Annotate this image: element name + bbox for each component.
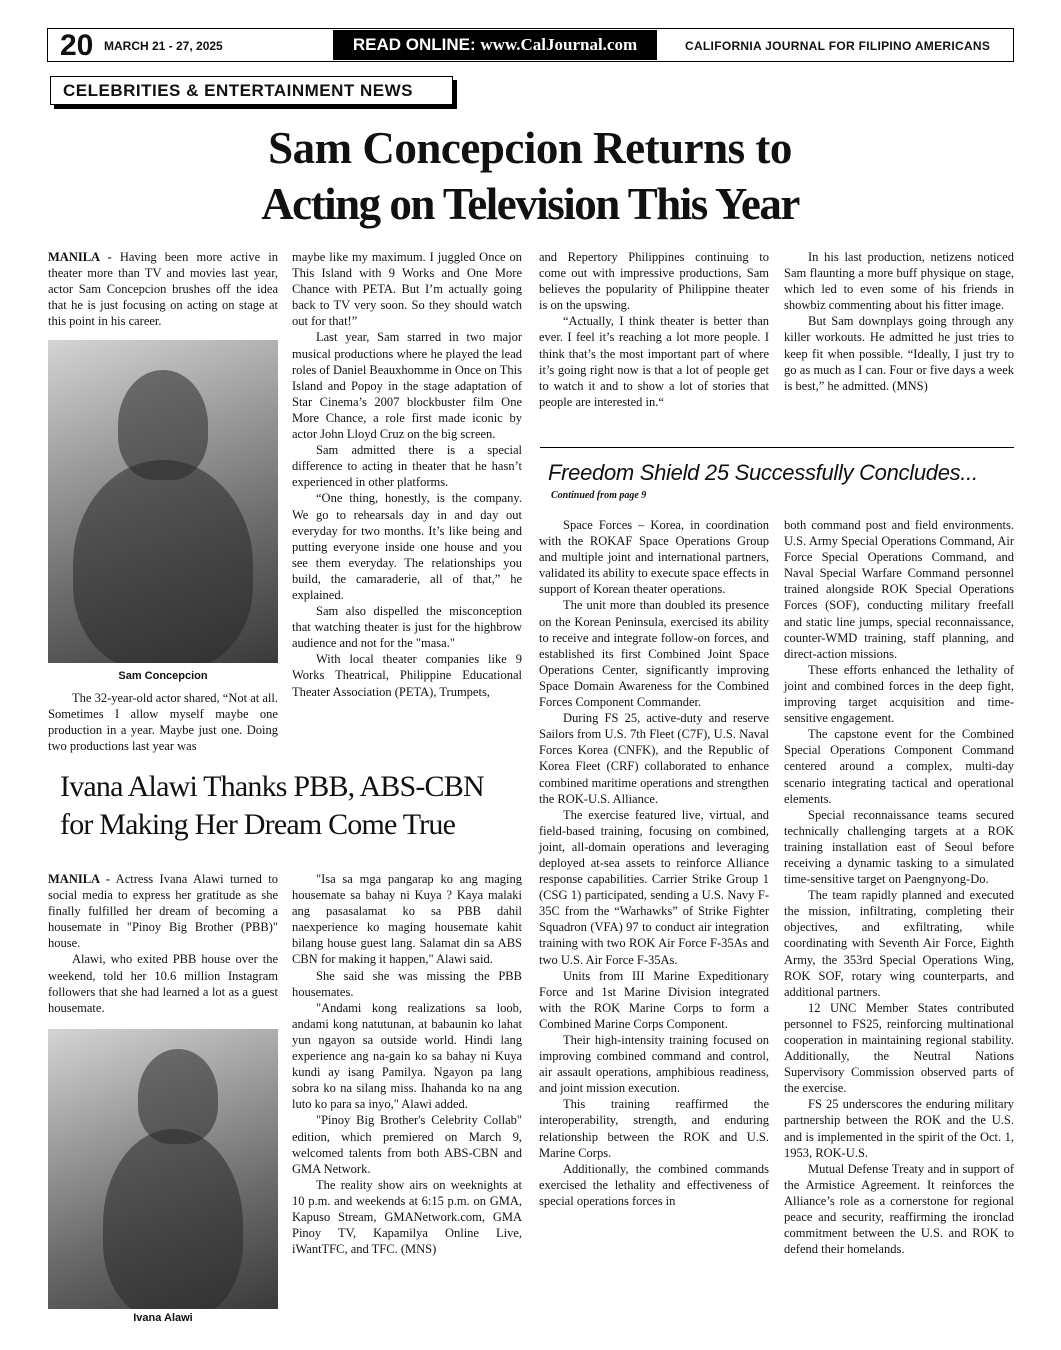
article3-p5: Units from III Marine Expeditionary Force and 1st Marine Division integrated with the ROK Marine Corps to form a Combined Marine Corps Component. <box>539 968 769 1031</box>
article1-p5: “One thing, honestly, is the company. We go to rehearsals day in and day out everyday for two months. It’s like being and putting everyone inside one house and you see them everyday. The relationships you build, the camaraderie, all of that,” he explained. <box>292 491 522 602</box>
read-online-url[interactable]: www.CalJournal.com <box>480 35 638 54</box>
article1-dateline: MANILA - <box>48 250 112 264</box>
article1-col4 <box>784 249 1014 394</box>
article1-headline-line1: Sam Concepcion Returns to <box>268 123 792 173</box>
article1-p9: In his last production, netizens noticed Sam flaunting a more buff physique on stage, which led to even some of his friends in showbiz commenting about his fitter image. <box>784 250 1014 313</box>
read-online-banner[interactable] <box>333 30 657 60</box>
ivana-alawi-photo <box>48 1029 278 1309</box>
article3-divider <box>540 447 1014 448</box>
article3-p12: The team rapidly planned and executed the mission, infiltrating, completing their objectives, and exfiltrating, while coordinating with Seventh Air Force, Eighth Army, the 353rd Special Operations Wing, ROK SOF, rotary wing counterparts, and additional partners. <box>784 888 1014 999</box>
article1-p4: Sam admitted there is a special difference to acting in theater that he hasn’t experienced in other platforms. <box>292 443 522 490</box>
article3-p2: The unit more than doubled its presence on the Korean Peninsula, exercised its ability to receive and integrate follow-on forces, and established its first Combined Joint Space Operations Center, significantly improving Space Domain Awareness for the Combined Forces Component Commander. <box>539 598 769 710</box>
section-label: CELEBRITIES & ENTERTAINMENT NEWS <box>50 76 453 105</box>
article1-p2-start: The 32-year-old actor shared, “Not at all. Sometimes I allow myself maybe one production in a year. Maybe just one. Doing two productions last year was <box>48 691 278 754</box>
article3-continued[interactable]: Continued from page 9 <box>551 490 647 501</box>
article3-col2 <box>784 517 1014 1257</box>
article3-p6: Their high-intensity training focused on improving combined command and control, air assault operations, amphibious readiness, and joint mission execution. <box>539 1033 769 1096</box>
article3-p8-start: Additionally, the combined commands exercised the lethality and effectiveness of special operations forces in <box>539 1161 769 1208</box>
ivana-photo-caption: Ivana Alawi <box>133 1312 193 1324</box>
article1-headline <box>60 120 1000 232</box>
article3-headline: Freedom Shield 25 Successfully Concludes... <box>548 460 978 485</box>
article3-p9: These efforts enhanced the lethality of joint and combined forces in the deep fight, improving target acquisition and time-sensitive engagement. <box>784 662 1014 726</box>
article1-p7-end: and Repertory Philippines continuing to come out with impressive productions, Sam believes the popularity of Philippine theater is on the upswing. <box>539 250 769 313</box>
read-online-label: READ ONLINE: <box>352 35 476 54</box>
article1-p3: Last year, Sam starred in two major musical productions where he played the lead roles of Daniel Beauxhomme in Once on This Island and Popoy in the stage adaptation of Star Cinema’s 2007 blockbuster film One More Chance, a role first made iconic by actor John Lloyd Cruz on the big screen. <box>292 330 522 442</box>
article1-p2-end: maybe like my maximum. I juggled Once on This Island with 9 Works and One More Chance with PETA. But I’m actually going back to TV very soon. So they should watch out for that!” <box>292 250 522 329</box>
article2-p6: "Pinoy Big Brother's Celebrity Collab" edition, which premiered on March 9, welcomed talents from both ABS-CBN and GMA Network. <box>292 1113 522 1176</box>
article2-p1: Actress Ivana Alawi turned to social media to express her gratitude as she finally fulfilled her dream of becoming a housemate in "Pinoy Big Brother (PBB)" house. <box>48 872 279 951</box>
article2-p4: She said she was missing the PBB housemates. <box>292 968 522 999</box>
article1-headline-line2: Acting on Television This Year <box>261 179 799 229</box>
article2-dateline: MANILA - <box>48 872 110 886</box>
article2-p3: "Isa sa mga pangarap ko ang maging housemate sa bahay ni Kuya ? Kaya malaki ang pasasalamat ko sa PBB dahil naexperience ko maging housemate kahit bilang house guest lang. Salamat din sa ABS CBN for making it happen," Alawi said. <box>292 872 522 967</box>
article2-p2: Alawi, who exited PBB house over the weekend, told her 10.6 million Instagram followers that she had learned a lot as a guest housemate. <box>48 952 278 1015</box>
article3-p1: Space Forces – Korea, in coordination with the ROKAF Space Operations Group and multiple joint and international partners, validated its ability to execute space effects in support of Korean theater operations. <box>539 518 769 597</box>
article1-p6: Sam also dispelled the misconception that watching theater is just for the highbrow audience and not for the "masa." <box>292 604 522 651</box>
article3-p14: FS 25 underscores the enduring military partnership between the ROK and the U.S. and is implemented in the spirit of the Oct. 1, 1953, ROK-U.S. <box>784 1097 1014 1160</box>
article2-p5: "Andami kong realizations sa loob, andami kong natutunan, at babaunin ko lahat yun ngayon sa outside world. Hindi lang experience ang na-gain ko sa bahay ni Kuya kundi ay isang Pamilya. Ngayon pa lang sobra ko na silang miss. Ihahanda ko na ang luto ko para sa inyo," Alawi added. <box>292 1000 522 1112</box>
sam-concepcion-photo <box>48 340 278 663</box>
article1-p1: Having been more active in theater more than TV and movies last year, actor Sam Concepcion brushes off the idea that he is just focusing on acting on stage at this point in his career. <box>48 250 278 329</box>
article3-p7: This training reaffirmed the interoperability, strength, and enduring relationship between the ROK and U.S. Marine Corps. <box>539 1097 769 1160</box>
article3-col1 <box>539 517 769 1209</box>
masthead-bar <box>47 28 1014 62</box>
article3-p3: During FS 25, active-duty and reserve Sailors from U.S. 7th Fleet (C7F), U.S. Naval Forces Korea (CNFK), and the Republic of Korea Fleet (CRF) collaborated to enhance combined maritime operations and strengthen the ROK-U.S. Alliance. <box>539 711 769 806</box>
article2-col2 <box>292 871 522 1257</box>
article3-p10: The capstone event for the Combined Special Operations Component Command centered around a complex, multi-day scenario integrating tactical and operational elements. <box>784 727 1014 806</box>
article3-p11: Special reconnaissance teams secured technically challenging targets at a ROK training installation east of Seoul before receiving a dynamic tasking to a simulated time-sensitive target on Paengnyong-Do. <box>784 807 1014 887</box>
article3-p15: Mutual Defense Treaty and in support of the Armistice Agreement. It reinforces the Alliance’s role as a cornerstone for regional peace and security, reaffirming the ironclad commitment between the U.S. and ROK to defend their homelands. <box>784 1161 1014 1257</box>
article2-col1 <box>48 871 278 1016</box>
article1-p7-start: With local theater companies like 9 Works Theatrical, Philippine Educational Theater Association (PETA), Trumpets, <box>292 652 522 699</box>
publication-name: CALIFORNIA JOURNAL FOR FILIPINO AMERICANS <box>685 39 991 53</box>
article1-col2 <box>292 249 522 700</box>
issue-date: MARCH 21 - 27, 2025 <box>104 39 223 53</box>
sam-photo-caption: Sam Concepcion <box>118 670 208 682</box>
article1-col1-cont <box>48 690 278 754</box>
article3-p4: The exercise featured live, virtual, and field-based training, focusing on combined, joint, all-domain operations and leveraging deployed at-sea assets to reinforce Alliance response capabilities. Carrier Strike Group 1 (CSG 1) participated, sending a U.S. Navy F-35C from the “Warhawks” of Strike Fighter Squadron (VFA) 97 to conduct air integration training with two ROK Air Force F-35As and two U.S. Air Force F-35As. <box>539 807 769 967</box>
article2-headline-line1: Ivana Alawi Thanks PBB, ABS-CBN <box>60 770 484 803</box>
page-number: 20 <box>60 29 94 62</box>
article1-p10: But Sam downplays going through any killer workouts. He admitted he just tries to keep fit when possible. “Ideally, I just try to go as much as I can. Four or five days a week is best,” he admitted. (MNS) <box>784 314 1014 393</box>
article3-p8-end: both command post and field environments. U.S. Army Special Operations Command, Air Force Special Operations Command, and Naval Special Warfare Command personnel trained alongside ROK Special Operations Forces (SOF), conducting military freefall and static line jumps, special reconnaissance, counter-WMD training, staff planning, and direct-action missions. <box>784 518 1014 661</box>
article1-col3 <box>539 249 769 410</box>
article3-p13: 12 UNC Member States contributed personnel to FS25, reinforcing multinational cooperation in maintaining regional stability. Additionally, the Neutral Nations Supervisory Commission observed parts of the exercise. <box>784 1000 1014 1096</box>
article2-headline <box>60 768 530 844</box>
article1-p8: “Actually, I think theater is better than ever. I feel it’s reaching a lot more people. I think that’s the most important part of where it’s going right now is that a lot of people get to watch it and to show a lot of stories that people are interested in.“ <box>539 314 769 409</box>
article2-headline-line2: for Making Her Dream Come True <box>60 808 456 841</box>
article2-p7: The reality show airs on weeknights at 10 p.m. and weekends at 6:15 p.m. on GMA, Kapuso Stream, GMANetwork.com, GMA Pinoy TV, Kapamilya Online Live, iWantTFC, and TFC. (MNS) <box>292 1177 522 1257</box>
article1-col1 <box>48 249 278 329</box>
